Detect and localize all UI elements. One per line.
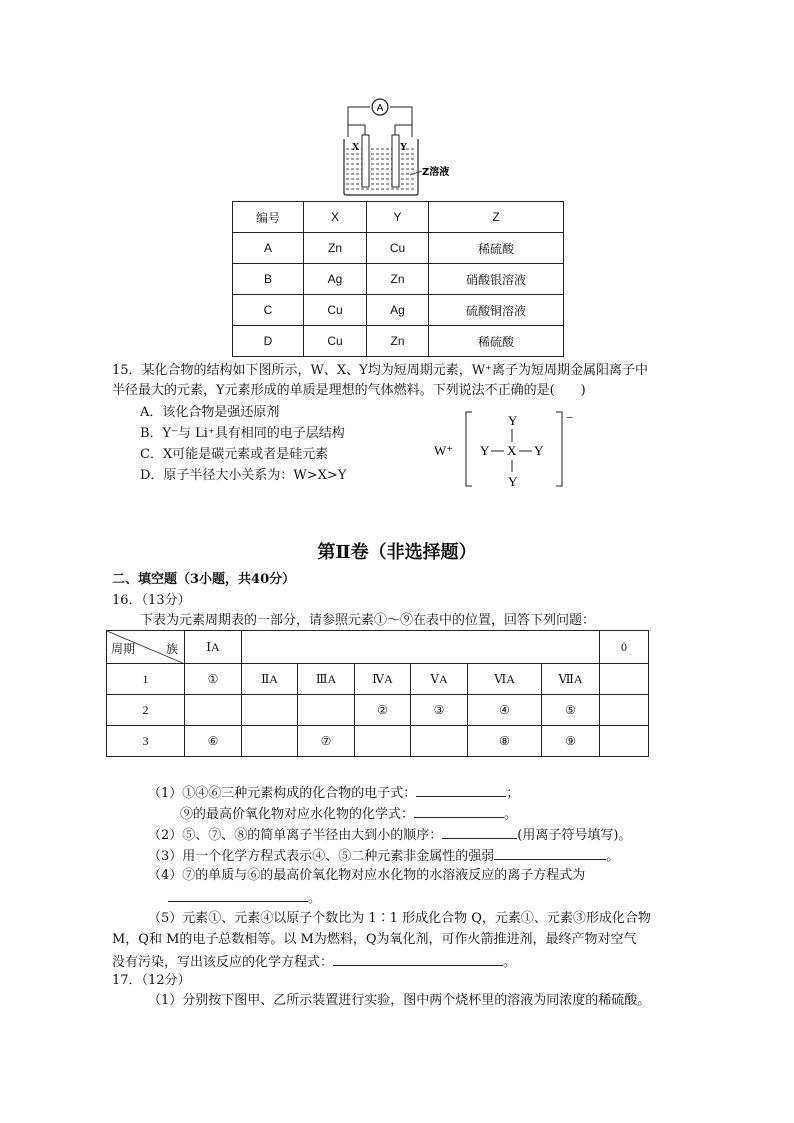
table-cell: 硝酸银溶液 xyxy=(429,264,564,295)
table-cell: 稀硫酸 xyxy=(429,326,564,357)
q16-sub3-text: （3）用一个化学方程式表示④、⑤二种元素非金属性的强弱 xyxy=(148,849,495,864)
element-cell: ⑤ xyxy=(542,695,600,726)
group-header: ⅥA xyxy=(468,664,542,695)
q16-sub2-text: （2）⑤、⑦、⑧的简单离子半径由大到小的顺序： xyxy=(148,828,443,843)
empty-cell xyxy=(242,631,600,664)
table-cell: Cu xyxy=(304,295,367,326)
solution-label: Z溶液 xyxy=(422,167,450,178)
q16-sub1-b-end: 。 xyxy=(504,807,518,822)
element-cell: ② xyxy=(355,695,411,726)
table-cell: Ag xyxy=(367,295,429,326)
empty-cell xyxy=(355,726,411,757)
table-cell: B xyxy=(233,264,304,295)
empty-cell xyxy=(600,726,649,757)
element-cell: ④ xyxy=(468,695,542,726)
element-cell: ⑧ xyxy=(468,726,542,757)
element-cell: ① xyxy=(185,664,242,695)
answer-blank[interactable] xyxy=(168,887,308,902)
q17-header: 17．（12分） xyxy=(112,973,191,988)
table-cell: A xyxy=(233,233,304,264)
table-cell: Cu xyxy=(304,326,367,357)
table-header-cell: Y xyxy=(367,202,429,233)
q16-sub3-end: 。 xyxy=(606,849,620,864)
table-cell: Cu xyxy=(367,233,429,264)
q16-sub5-line3-text: 没有污染，写出该反应的化学方程式： xyxy=(112,955,334,970)
group-header: ⅤA xyxy=(411,664,468,695)
corner-period-label: 周期 xyxy=(111,642,136,656)
element-cell: ③ xyxy=(411,695,468,726)
galvanic-cell-diagram xyxy=(330,95,470,205)
table-header-cell: Z xyxy=(429,202,564,233)
empty-cell xyxy=(298,695,355,726)
structure-center: X xyxy=(507,443,517,458)
structure-ligand-right: Y xyxy=(534,443,544,458)
structure-ligand-bottom: Y xyxy=(508,474,518,489)
q15-stem-line2: 半径最大的元素，Y元素形成的单质是理想的气体燃料。下列说法不正确的是( ) xyxy=(112,383,586,398)
answer-blank[interactable] xyxy=(442,824,517,839)
table-cell: Zn xyxy=(367,264,429,295)
q15-stem-line1: 15．某化合物的结构如下图所示，W、X、Y均为短周期元素，W⁺离子为短周期金属阳离子中 xyxy=(112,363,648,378)
period-label: 1 xyxy=(107,664,185,695)
table-row xyxy=(233,295,564,326)
answer-blank[interactable] xyxy=(414,803,504,818)
corner-cell xyxy=(107,631,185,664)
q15-option-d: D．原子半径大小关系为：W>X>Y xyxy=(140,468,347,483)
q15-option-b: B．Y⁻与 Li⁺具有相同的电子层结构 xyxy=(140,426,345,441)
answer-blank[interactable] xyxy=(494,845,606,860)
group-header: ⅢA xyxy=(298,664,355,695)
table-row xyxy=(107,726,649,757)
q16-sub4: （4）⑦的单质与⑥的最高价氧化物对应水化物的水溶液反应的离子方程式为 xyxy=(148,868,586,883)
table-cell: Zn xyxy=(367,326,429,357)
table-cell: Zn xyxy=(304,233,367,264)
q16-sub5-line2: M，Q和 M的电子总数相等。以 M为燃料，Q为氧化剂，可作火箭推进剂，最终产物对空气 xyxy=(112,932,637,947)
element-cell: ⑨ xyxy=(542,726,600,757)
period-label: 2 xyxy=(107,695,185,726)
q16-sub1-a-end: ； xyxy=(506,786,520,801)
table-row xyxy=(233,264,564,295)
element-cell: ⑦ xyxy=(298,726,355,757)
part2-title: 第Ⅱ卷（非选择题） xyxy=(317,542,477,563)
table-header-row xyxy=(233,202,564,233)
q16-sub5-end: 。 xyxy=(503,955,517,970)
section-title: 二、填空题（3小题，共40分） xyxy=(112,572,296,587)
electrode-y-label: Y xyxy=(400,142,408,153)
table-row xyxy=(107,695,649,726)
structure-cation: W⁺ xyxy=(434,443,454,458)
answer-blank[interactable] xyxy=(333,951,503,966)
structure-charge: − xyxy=(566,410,574,425)
periodic-table xyxy=(106,630,649,757)
table-row xyxy=(107,664,649,695)
table-row xyxy=(233,233,564,264)
table-header-cell: 编号 xyxy=(233,202,304,233)
q16-sub1-a xyxy=(148,782,519,804)
q16-sub3 xyxy=(148,845,619,867)
q16-sub1-a-text: （1）①④⑥三种元素构成的化合物的电子式： xyxy=(148,786,417,801)
q16-intro: 下表为元素周期表的一部分，请参照元素①～⑨在表中的位置，回答下列问题： xyxy=(140,613,596,628)
group-header: ⅦA xyxy=(542,664,600,695)
table-cell: 稀硫酸 xyxy=(429,233,564,264)
corner-group-label: 族 xyxy=(165,642,178,656)
empty-cell xyxy=(185,695,242,726)
q16-header: 16．（13分） xyxy=(112,593,191,608)
q15-structure-diagram xyxy=(430,408,590,490)
electrode-x-label: X xyxy=(352,142,360,153)
table-row xyxy=(233,326,564,357)
q16-sub1-b xyxy=(180,803,517,825)
table-cell: Ag xyxy=(304,264,367,295)
q15-option-c: C．X可能是碳元素或者是硅元素 xyxy=(140,447,329,462)
period-label: 3 xyxy=(107,726,185,757)
q16-sub5-line3 xyxy=(112,951,516,973)
group-header: ⅣA xyxy=(355,664,411,695)
empty-cell xyxy=(242,726,298,757)
q14-options-table xyxy=(232,201,564,357)
q16-sub2 xyxy=(148,824,631,846)
q15-option-a: A．该化合物是强还原剂 xyxy=(140,405,280,420)
table-header-cell: X xyxy=(304,202,367,233)
group-1a-header: ⅠA xyxy=(185,631,242,664)
group-header: ⅡA xyxy=(242,664,298,695)
element-cell: ⑥ xyxy=(185,726,242,757)
table-row xyxy=(107,631,649,664)
ammeter-label: A xyxy=(376,103,384,114)
q16-sub5-line1: （5）元素①、元素④以原子个数比为 1∶1 形成化合物 Q，元素①、元素③形成化合物 xyxy=(148,911,651,926)
table-cell: C xyxy=(233,295,304,326)
empty-cell xyxy=(242,695,298,726)
structure-ligand-top: Y xyxy=(508,413,518,428)
q16-sub1-b-text: ⑨的最高价氧化物对应水化物的化学式： xyxy=(180,807,415,822)
structure-ligand-left: Y xyxy=(480,443,490,458)
q17-sub1: （1）分别按下图甲、乙所示装置进行实验，图中两个烧杯里的溶液为同浓度的稀硫酸。 xyxy=(148,993,651,1008)
table-cell: D xyxy=(233,326,304,357)
table-cell: 硫酸铜溶液 xyxy=(429,295,564,326)
group-0-header: 0 xyxy=(600,631,649,664)
empty-cell xyxy=(600,695,649,726)
empty-cell xyxy=(411,726,468,757)
empty-cell xyxy=(600,664,649,695)
q16-sub4-answer xyxy=(168,887,321,909)
q16-sub4-end: 。 xyxy=(308,891,322,906)
answer-blank[interactable] xyxy=(416,782,506,797)
q16-sub2-end: (用离子符号填写)。 xyxy=(517,828,632,843)
